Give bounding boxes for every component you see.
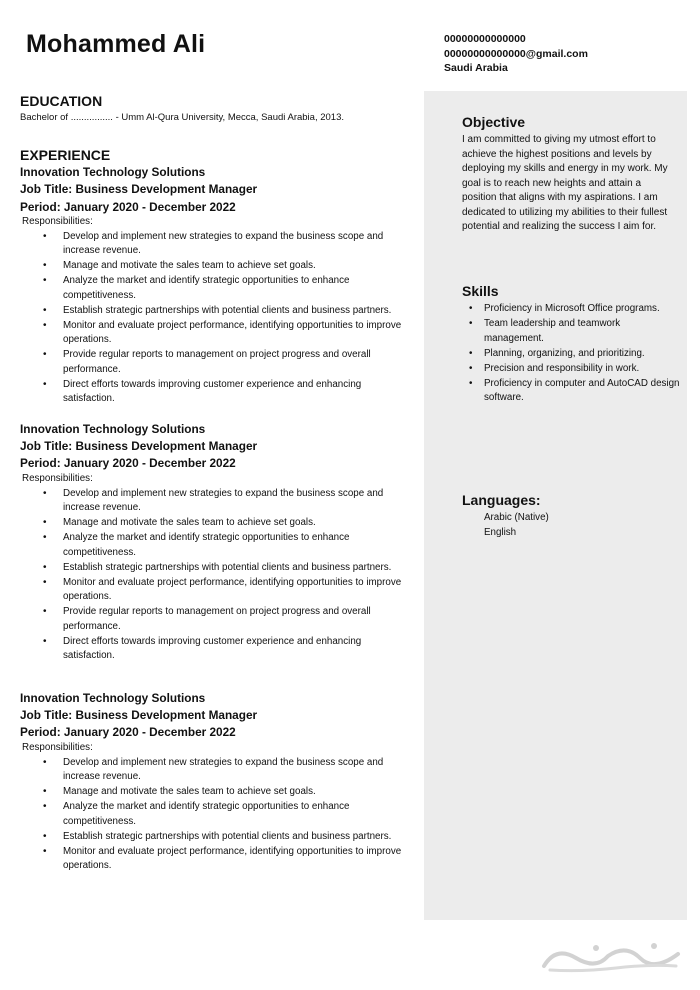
- language-item: Arabic (Native): [484, 512, 549, 523]
- skill-item: • Proficiency in Microsoft Office programs.: [484, 302, 680, 317]
- list-item: • Direct efforts towards improving customer experience and enhancing satisfaction.: [63, 635, 415, 664]
- skill-item: • Planning, organizing, and prioritizing.: [484, 347, 680, 362]
- list-item: • Develop and implement new strategies to expand the business scope and increase revenue.: [63, 487, 415, 516]
- language-item: English: [484, 526, 517, 538]
- contact-phone: 00000000000000: [444, 33, 526, 45]
- list-item: • Establish strategic partnerships with potential clients and business partners.: [63, 561, 415, 576]
- responsibilities-label: Responsibilities:: [22, 741, 93, 753]
- objective-text: I am committed to giving my utmost effort to achieve the highest positions and levels by deploying my skills and energy in my work. My goal is to reach new heights and attain a position that aligns with my aspirations. I am dedicated to utilizing my abilities to their fullest potential and realizing the success I aim for.: [462, 134, 668, 232]
- list-item: • Direct efforts towards improving customer experience and enhancing satisfaction.: [63, 378, 415, 407]
- job-company: Innovation Technology Solutions: [20, 690, 206, 705]
- responsibilities-list: [20, 756, 415, 874]
- responsibilities-label: Responsibilities:: [22, 215, 93, 227]
- skills-list: [484, 302, 680, 406]
- list-item: • Manage and motivate the sales team to achieve set goals.: [63, 259, 415, 274]
- skill-item: • Team leadership and teamwork management.: [484, 317, 680, 346]
- list-item: • Provide regular reports to management on project progress and overall performance.: [63, 348, 415, 377]
- list-item: • Analyze the market and identify strategic opportunities to enhance competitiveness.: [63, 531, 415, 560]
- list-item: • Monitor and evaluate project performance, identifying opportunities to improve operations.: [63, 845, 415, 874]
- list-item: • Manage and motivate the sales team to achieve set goals.: [63, 516, 415, 531]
- job-company: Innovation Technology Solutions: [20, 421, 206, 436]
- skill-item: • Proficiency in computer and AutoCAD design software.: [484, 377, 680, 406]
- education-heading: EDUCATION: [20, 93, 103, 109]
- job-period: Period: January 2020 - December 2022: [20, 456, 236, 471]
- languages-list: [484, 511, 549, 540]
- job-company: Innovation Technology Solutions: [20, 165, 206, 179]
- job-entry: [20, 690, 415, 874]
- resume-name: Mohammed Ali: [26, 30, 206, 58]
- list-item: • Develop and implement new strategies to expand the business scope and increase revenue.: [63, 230, 415, 259]
- job-entry: [20, 421, 415, 664]
- responsibilities-list: [20, 230, 415, 407]
- job-title: Job Title: Business Development Manager: [20, 708, 258, 723]
- list-item: • Establish strategic partnerships with potential clients and business partners.: [63, 830, 415, 845]
- job-entry: [20, 164, 415, 407]
- job-title: Job Title: Business Development Manager: [20, 439, 258, 454]
- list-item: • Establish strategic partnerships with potential clients and business partners.: [63, 304, 415, 319]
- watermark-logo: [536, 936, 686, 976]
- list-item: • Develop and implement new strategies to expand the business scope and increase revenue.: [63, 756, 415, 785]
- languages-heading: Languages:: [462, 492, 541, 508]
- contact-location: Saudi Arabia: [444, 62, 508, 74]
- list-item: • Monitor and evaluate project performance, identifying opportunities to improve operations.: [63, 576, 415, 605]
- list-item: • Analyze the market and identify strategic opportunities to enhance competitiveness.: [63, 800, 415, 829]
- main-column: [20, 93, 415, 874]
- list-item: • Provide regular reports to management on project progress and overall performance.: [63, 605, 415, 634]
- contact-block: [444, 32, 588, 76]
- job-period: Period: January 2020 - December 2022: [20, 725, 236, 740]
- job-period: Period: January 2020 - December 2022: [20, 199, 236, 214]
- skills-heading: Skills: [462, 283, 499, 299]
- responsibilities-list: [20, 487, 415, 664]
- job-title: Job Title: Business Development Manager: [20, 182, 258, 197]
- education-entry: Bachelor of ................ - Umm Al-Qura University, Mecca, Saudi Arabia, 2013.: [20, 112, 345, 123]
- contact-email: 00000000000000@gmail.com: [444, 47, 588, 60]
- objective-heading: Objective: [462, 114, 526, 130]
- responsibilities-label: Responsibilities:: [22, 472, 93, 484]
- list-item: • Analyze the market and identify strategic opportunities to enhance competitiveness.: [63, 274, 415, 303]
- skill-item: • Precision and responsibility in work.: [484, 362, 680, 377]
- list-item: • Monitor and evaluate project performance, identifying opportunities to improve operations.: [63, 319, 415, 348]
- experience-heading: EXPERIENCE: [20, 147, 111, 163]
- list-item: • Manage and motivate the sales team to achieve set goals.: [63, 785, 415, 800]
